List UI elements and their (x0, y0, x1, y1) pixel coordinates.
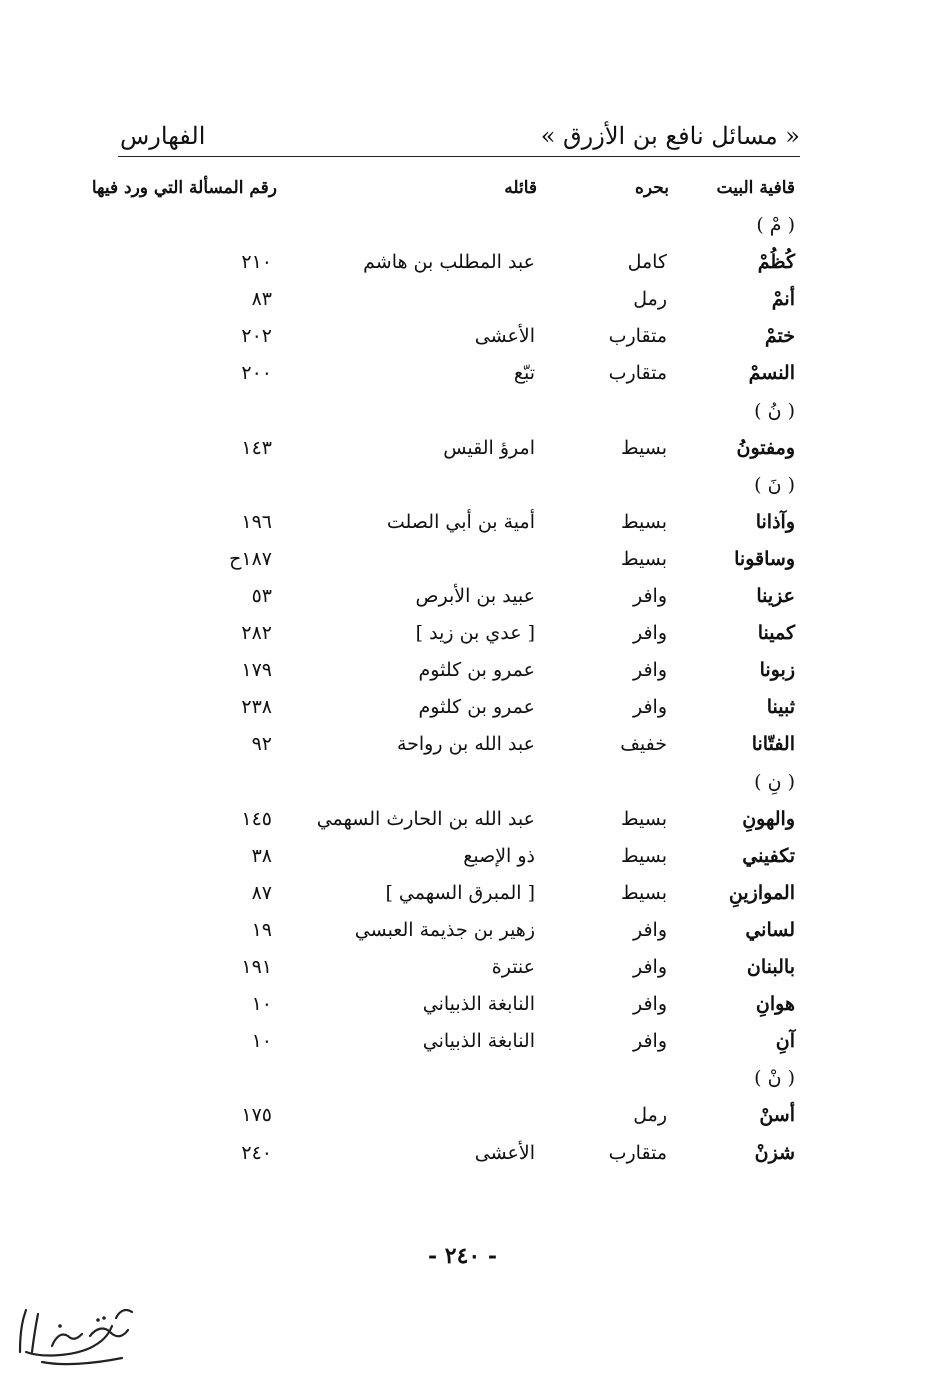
rhyme-cell: ( نُ ) (754, 400, 795, 422)
table-row (0, 284, 925, 320)
meter-cell: وافر (632, 659, 667, 681)
page-header (118, 118, 800, 157)
issue-number-cell: ٢٠٢ (241, 325, 272, 347)
poet-cell: النابغة الذبياني (422, 993, 535, 1015)
meter-cell: وافر (632, 993, 667, 1015)
rhyme-cell: ( نِ ) (754, 771, 795, 793)
issue-number-cell: ١٩٦ (241, 511, 272, 533)
issue-number-cell: ٨٧ (251, 882, 272, 904)
rhyme-cell: ختمْ (764, 325, 795, 347)
table-row (0, 321, 925, 357)
table-row (0, 618, 925, 654)
table-row (0, 433, 925, 469)
meter-cell: بسيط (620, 845, 667, 867)
meter-cell: كامل (627, 251, 667, 273)
meter-cell: وافر (632, 956, 667, 978)
issue-number-cell: ١٩ (251, 919, 272, 941)
table-row (0, 841, 925, 877)
section-title: الفهارس (120, 122, 206, 150)
meter-cell: متقارب (608, 1142, 667, 1164)
issue-number-cell: ٥٣ (251, 585, 272, 607)
issue-number-cell: ١٤٣ (241, 437, 272, 459)
rhyme-cell: كُظُمْ (757, 251, 795, 273)
poet-cell: [ المبرق السهمي ] (385, 882, 535, 904)
meter-cell: رمل (633, 288, 667, 310)
column-headers (0, 178, 925, 208)
rhyme-cell: الفتّانا (751, 733, 795, 755)
rhyme-cell: زبونا (759, 659, 795, 681)
table-row (0, 729, 925, 765)
rhyme-cell: بالبنان (746, 956, 795, 978)
rhyme-cell: أنمْ (771, 288, 795, 310)
meter-cell: خفيف (620, 733, 667, 755)
table-row (0, 470, 925, 506)
rhyme-cell: تكفيني (742, 845, 795, 867)
rhyme-cell: الموازينِ (728, 882, 795, 904)
rhyme-cell: وآذانا (755, 511, 795, 533)
issue-number-cell: ١٧٩ (241, 659, 272, 681)
page-number: - ٢٤٠ - (427, 1243, 498, 1269)
meter-cell: وافر (632, 622, 667, 644)
rhyme-cell: ( نْ ) (754, 1067, 795, 1089)
table-row (0, 396, 925, 432)
poet-cell: الأعشى (474, 325, 535, 347)
meter-cell: بسيط (620, 437, 667, 459)
book-title: « مسائل نافع بن الأزرق » (540, 122, 800, 150)
poet-cell: [ عدي بن زيد ] (415, 622, 535, 644)
issue-number-cell: ١٤٥ (241, 808, 272, 830)
issue-number-cell: ١٨٧ح (229, 548, 272, 570)
meter-cell: وافر (632, 696, 667, 718)
issue-number-cell: ١٠ (251, 1030, 272, 1052)
table-row (0, 767, 925, 803)
rhyme-cell: النسمْ (748, 362, 795, 384)
table-row (0, 915, 925, 951)
rhyme-cell: هوانِ (755, 993, 795, 1015)
issue-number-cell: ١٩١ (241, 956, 272, 978)
meter-cell: بسيط (620, 548, 667, 570)
poet-cell: عبد المطلب بن هاشم (363, 251, 535, 273)
poet-cell: عبد الله بن رواحة (396, 733, 535, 755)
table-row (0, 804, 925, 840)
poet-cell: تبّع (513, 362, 535, 384)
header-meter: بحره (635, 178, 669, 198)
meter-cell: متقارب (608, 362, 667, 384)
poet-cell: ذو الإصبع (463, 845, 535, 867)
table-row (0, 247, 925, 283)
table-row (0, 507, 925, 543)
table-row (0, 1100, 925, 1136)
issue-number-cell: ٣٨ (251, 845, 272, 867)
meter-cell: بسيط (620, 511, 667, 533)
table-row (0, 1138, 925, 1174)
table-row (0, 210, 925, 246)
poet-cell: عنترة (491, 956, 535, 978)
poet-cell: زهير بن جذيمة العبسي (354, 919, 535, 941)
meter-cell: متقارب (608, 325, 667, 347)
issue-number-cell: ١٠ (251, 993, 272, 1015)
rhyme-cell: والهونِ (742, 808, 795, 830)
issue-number-cell: ٩٢ (251, 733, 272, 755)
header-rhyme: قافية البيت (716, 178, 795, 198)
header-poet: قائله (504, 178, 537, 198)
rhyme-cell: ( نَ ) (754, 474, 795, 496)
issue-number-cell: ٢٨٢ (241, 622, 272, 644)
table-row (0, 655, 925, 691)
publisher-logo (12, 1296, 137, 1372)
rhyme-cell: لساني (745, 919, 795, 941)
issue-number-cell: ٢٠٠ (241, 362, 272, 384)
rhyme-cell: وساقونا (734, 548, 795, 570)
poet-cell: عبيد بن الأبرص (415, 585, 535, 607)
table-row (0, 952, 925, 988)
poet-cell: عمرو بن كلثوم (418, 659, 535, 681)
table-row (0, 358, 925, 394)
poet-cell: الأعشى (474, 1142, 535, 1164)
poet-cell: عمرو بن كلثوم (418, 696, 535, 718)
rhyme-cell: شزنْ (754, 1142, 795, 1164)
meter-cell: وافر (632, 585, 667, 607)
meter-cell: بسيط (620, 808, 667, 830)
issue-number-cell: ٢٤٠ (241, 1142, 272, 1164)
issue-number-cell: ١٧٥ (241, 1104, 272, 1126)
table-row (0, 692, 925, 728)
table-row (0, 581, 925, 617)
table-row (0, 878, 925, 914)
poet-cell: عبد الله بن الحارث السهمي (316, 808, 535, 830)
issue-number-cell: ٨٣ (251, 288, 272, 310)
poet-cell: امرؤ القيس (443, 437, 535, 459)
header-issue-number: رقم المسألة التي ورد فيها (91, 178, 277, 198)
rhyme-cell: ومفتونُ (736, 437, 795, 459)
poet-cell: النابغة الذبياني (422, 1030, 535, 1052)
rhyme-cell: كمينا (757, 622, 795, 644)
issue-number-cell: ٢٣٨ (241, 696, 272, 718)
rhyme-cell: ثبينا (766, 696, 795, 718)
table-row (0, 1026, 925, 1062)
rhyme-cell: ( مْ ) (756, 214, 795, 236)
rhyme-cell: أسنْ (759, 1104, 795, 1126)
rhyme-cell: آنِ (775, 1030, 795, 1052)
table-row (0, 1063, 925, 1099)
table-row (0, 989, 925, 1025)
issue-number-cell: ٢١٠ (241, 251, 272, 273)
table-row (0, 544, 925, 580)
meter-cell: وافر (632, 919, 667, 941)
meter-cell: رمل (633, 1104, 667, 1126)
poet-cell: أمية بن أبي الصلت (386, 511, 535, 533)
rhyme-cell: عزينا (756, 585, 795, 607)
meter-cell: وافر (632, 1030, 667, 1052)
meter-cell: بسيط (620, 882, 667, 904)
